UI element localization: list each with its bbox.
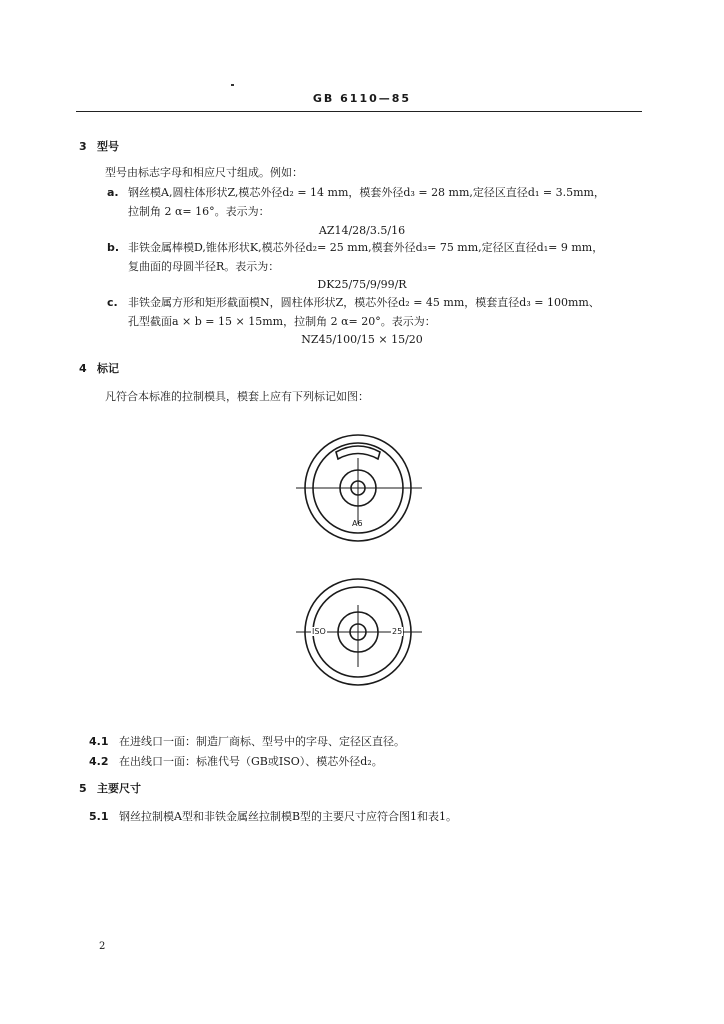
item-b-marker: b. [107, 241, 120, 254]
clause-5-1-text: 钢丝拉制模A型和非铁金属丝拉制模B型的主要尺寸应符合图1和表1。 [119, 810, 458, 823]
item-a-marker: a. [107, 186, 119, 199]
section-5-number: 5 [79, 782, 87, 795]
die-entry-face-figure [290, 432, 430, 562]
item-a-formula: AZ14/28/3.5/16 [318, 224, 406, 237]
page-number: 2 [99, 941, 106, 952]
item-c-line2: 孔型截面a × b = 15 × 15mm，拉制角 2 α= 20°。表示为： [128, 315, 436, 328]
section-4-title: 标记 [97, 362, 119, 375]
figure-top-label: A6 [352, 519, 363, 528]
trademark-arc [336, 446, 380, 459]
section-3-number: 3 [79, 140, 87, 153]
figure-bottom-left-label: ISO [312, 627, 326, 636]
item-b-line1: 非铁金属棒模D,锥体形状K,模芯外径d₂= 25 mm,模套外径d₃= 75 mm,定径区直径d₁= 9 mm， [128, 241, 604, 254]
clause-4-2-text: 在出线口一面：标准代号（GB或ISO）、模芯外径d₂。 [119, 755, 383, 768]
section-3-title: 型号 [97, 140, 119, 153]
clause-5-1-number: 5.1 [89, 810, 109, 823]
item-c-formula: NZ45/100/15 × 15/20 [301, 333, 423, 346]
item-c-line1: 非铁金属方形和矩形截面模N，圆柱体形状Z，模芯外径d₂ = 45 mm，模套直径d₃ = 100mm、 [128, 296, 600, 309]
section-3-intro: 型号由标志字母和相应尺寸组成。例如： [105, 166, 303, 179]
clause-4-1-number: 4.1 [89, 735, 109, 748]
clause-4-2-number: 4.2 [89, 755, 109, 768]
item-a-line2: 拉制角 2 α= 16°。表示为： [128, 205, 270, 218]
page-header: GB 6110—85 [312, 92, 412, 105]
scan-speck [231, 84, 234, 86]
item-b-line2: 复曲面的母圆半径R。表示为： [128, 260, 280, 273]
item-c-marker: c. [107, 296, 118, 309]
item-a-line1: 钢丝模A,圆柱体形状Z,模芯外径d₂ = 14 mm，模套外径d₃ = 28 mm,定径区直径d₁ = 3.5mm， [128, 186, 605, 199]
item-b-formula: DK25/75/9/99/R [317, 278, 407, 291]
section-4-intro: 凡符合本标准的拉制模具，模套上应有下列标记如图： [105, 390, 369, 403]
figure-bottom-right-label: 25 [392, 627, 403, 636]
section-4-number: 4 [79, 362, 87, 375]
clause-4-1-text: 在进线口一面：制造厂商标、型号中的字母、定径区直径。 [119, 735, 405, 748]
header-rule [76, 111, 642, 112]
section-5-title: 主要尺寸 [97, 782, 141, 795]
